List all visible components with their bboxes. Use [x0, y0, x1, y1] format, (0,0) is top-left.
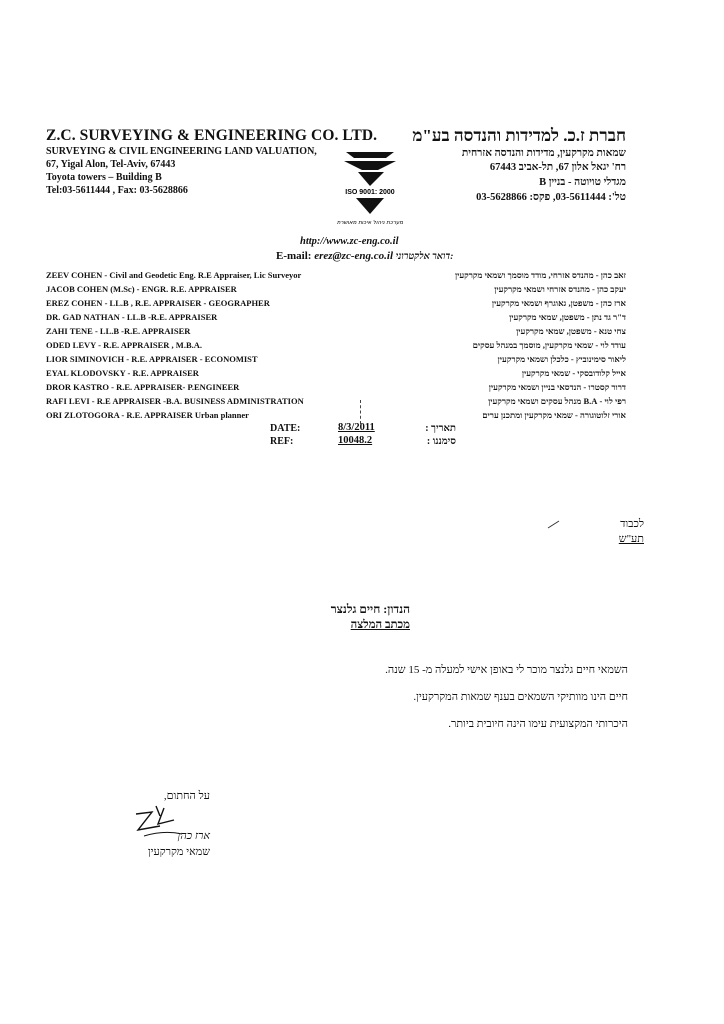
subject-title: הנדון: חיים גלנצר	[330, 602, 410, 616]
staff-en-item: EREZ COHEN - LL.B , R.E. APPRAISER - GEOGRAPHER	[46, 298, 270, 308]
building-he: מגדלי טויוטה - בניין B	[539, 177, 626, 188]
email-address[interactable]: erez@zc-eng.co.il	[314, 250, 394, 262]
logo-mark-icon	[334, 148, 406, 228]
staff-en-item: DROR KASTRO - R.E. APPRAISER- P.ENGINEER	[46, 382, 240, 392]
staff-he-item: ליאור סימינוביץ - כלכלן ושמאי מקרקעין	[497, 354, 626, 364]
ref-label: REF:	[270, 436, 294, 447]
address-he: רח' יגאל אלון 67, תל-אביב 67443	[489, 162, 626, 173]
services-en: SURVEYING & CIVIL ENGINEERING LAND VALUATION,	[46, 146, 317, 157]
staff-he-item: עודד לוי - שמאי מקרקעין, מוסמך במנהל עסקים	[472, 340, 626, 350]
company-name-en: Z.C. SURVEYING & ENGINEERING CO. LTD.	[46, 127, 378, 144]
ref-value: 10048.2	[338, 435, 373, 446]
staff-he-item: דרור קסטרו - הנדסאי בניין ושמאי מקרקעין	[488, 382, 626, 392]
salutation-to: לכבוד	[620, 518, 644, 530]
staff-en-item: ZEEV COHEN - Civil and Geodetic Eng. R.E Appraiser, Lic Surveyor	[46, 270, 302, 280]
staff-he-item: אורי זלוטוגורה - שמאי מקרקעין ומתכנן ערים	[482, 410, 626, 420]
date-label-he: תאריך :	[425, 423, 456, 434]
salutation-recipient: תע"ש	[618, 533, 644, 545]
body-paragraph: היכרותי המקצועית עימו הינה חיובית ביותר.	[448, 718, 628, 730]
staff-he-item: ארז כהן - משפטן, גאוגרף ושמאי מקרקעין	[491, 298, 626, 308]
iso-cert-caption: מערכת ניהול איכות מאושרת	[336, 220, 404, 226]
ref-label-he: סימננו :	[426, 436, 456, 447]
iso-cert-label: ISO 9001: 2000	[345, 189, 395, 196]
staff-en-item: DR. GAD NATHAN - LL.B -R.E. APPRAISER	[46, 312, 218, 322]
staff-he-item: ד"ר גד נתן - משפטן, שמאי מקרקעין	[509, 312, 626, 322]
staff-he-item: צחי טנא - משפטן, שמאי מקרקעין	[516, 326, 626, 336]
staff-he-item: זאב כהן - מהנדס אזרחי, מודד מוסמך ושמאי מקרקעין	[454, 270, 626, 280]
divider-line	[360, 400, 362, 424]
staff-en-item: JACOB COHEN (M.Sc) - ENGR. R.E. APPRAISER	[46, 284, 237, 294]
website-link[interactable]: http://www.zc-eng.co.il	[300, 236, 399, 247]
services-he: שמאות מקרקעין, מדידות והנדסה אזרחית	[461, 148, 626, 159]
staff-en-item: ZAHI TENE - LL.B -R.E. APPRAISER	[46, 326, 191, 336]
staff-en-item: RAFI LEVI - R.E APPRAISER -B.A. BUSINESS ADMINISTRATION	[46, 396, 304, 406]
date-label: DATE:	[270, 423, 301, 434]
signature-label: על החתום,	[163, 790, 210, 802]
staff-en-item: ODED LEVY - R.E. APPRAISER , M.B.A.	[46, 340, 203, 350]
body-paragraph: השמאי חיים גלנצר מוכר לי באופן אישי למעלה מ- 15 שנה.	[385, 664, 628, 676]
staff-he-item: אייל קלודובסקי - שמאי מקרקעין	[521, 368, 626, 378]
staff-en-item: ORI ZLOTOGORA - R.E. APPRAISER Urban planner	[46, 410, 249, 420]
signature-name: ארז כהן	[177, 830, 210, 842]
staff-en-item: EYAL KLODOVSKY - R.E. APPRAISER	[46, 368, 199, 378]
staff-he-item: יעקב כהן - מהנדס אזרחי ושמאי מקרקעין	[494, 284, 626, 294]
date-value: 8/3/2011	[338, 422, 375, 433]
subject-subtitle: מכתב המלצה	[350, 619, 410, 631]
email-label: E-mail:	[276, 250, 312, 262]
company-logo	[334, 148, 406, 228]
signature-title: שמאי מקרקעין	[147, 846, 210, 858]
phones-he: טל': 03-5611444, פקס: 03-5628866	[476, 192, 626, 203]
address-en: 67, Yigal Alon, Tel-Aviv, 67443	[46, 159, 176, 170]
pen-mark-icon	[547, 516, 561, 526]
email-label-he: :דואר אלקטרוני	[395, 252, 454, 262]
phones-en: Tel:03-5611444 , Fax: 03-5628866	[46, 185, 188, 196]
company-name-he: חברת ז.כ. למדידות והנדסה בע"מ	[412, 126, 626, 145]
email-row	[276, 250, 453, 262]
staff-en-item: LIOR SIMINOVICH - R.E. APPRAISER - ECONOMIST	[46, 354, 258, 364]
body-paragraph: חיים הינו מוותיקי השמאים בענף שמאות המקרקעין.	[413, 691, 628, 703]
building-en: Toyota towers – Building B	[46, 172, 162, 183]
staff-he-item: רפי לוי - B.A מנהל עסקים ושמאי מקרקעין	[488, 396, 626, 406]
